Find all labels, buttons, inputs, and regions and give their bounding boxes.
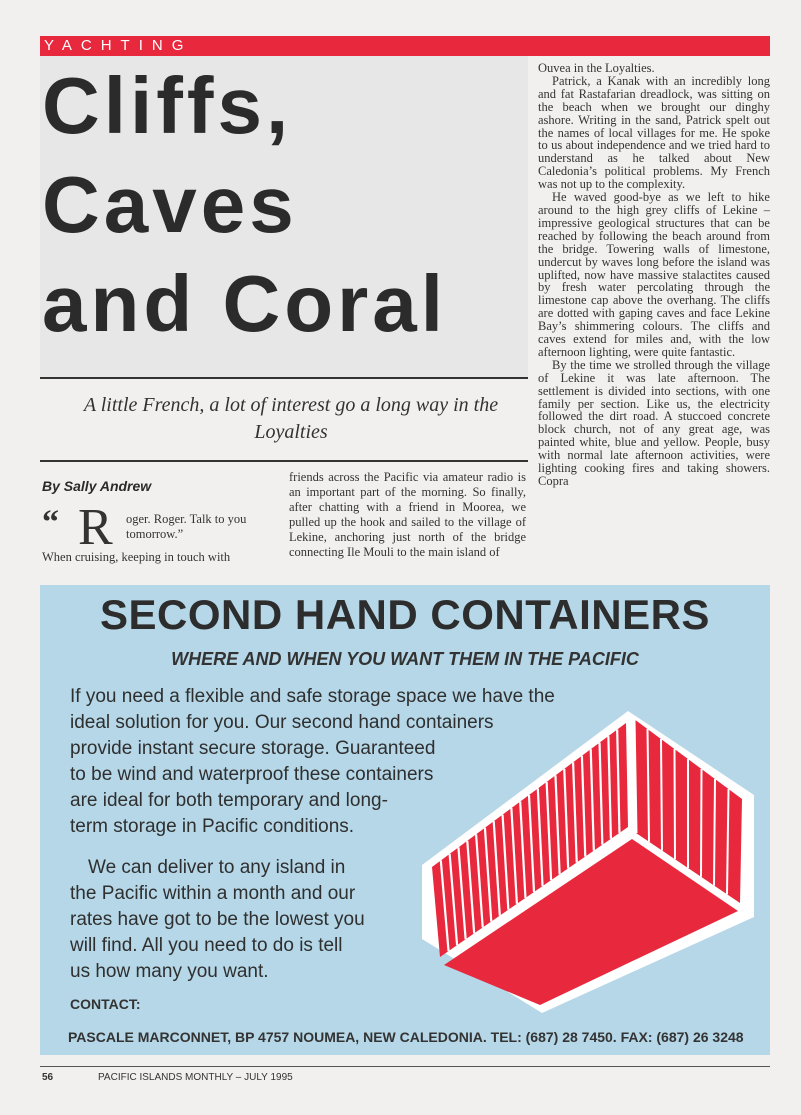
headline-line-2: Caves — [42, 160, 298, 249]
footer-rule — [40, 1066, 770, 1067]
dropcap: R — [78, 499, 113, 556]
article-column-1 — [42, 499, 276, 565]
ad-line: If you need a flexible and safe storage space we have the — [70, 686, 555, 707]
container-door-bar — [701, 769, 702, 877]
publication-line: PACIFIC ISLANDS MONTHLY – JULY 1995 — [98, 1072, 293, 1083]
column-3-paragraph: Patrick, a Kanak with an incredibly long and fat Rastafarian dreadlock, was sitting on the beach when we brought our dinghy ashore. Writing in the sand, Patrick spelt out the names of local villages for me. He spoke to us about independence and we tried hard to understand as he talked about New Caledonia’s political problems. My French was not up to the complexity. — [538, 73, 770, 192]
ad-headline: SECOND HAND CONTAINERS — [100, 591, 710, 638]
deck: A little French, a lot of interest go a long way in the Loyalties — [83, 394, 499, 443]
ad-line: the Pacific within a month and our — [70, 883, 356, 904]
headline — [40, 56, 447, 353]
page-number: 56 — [42, 1072, 54, 1083]
dropcap-rest: oger. Roger. Talk to you tomorrow.” — [126, 512, 247, 541]
ad-line: are ideal for both temporary and long- — [70, 790, 388, 811]
ad-subhead: WHERE AND WHEN YOU WANT THEM IN THE PACIFIC — [171, 649, 639, 669]
headline-line-1: Cliffs, — [42, 61, 293, 150]
ad-line: We can deliver to any island in — [88, 857, 346, 878]
ad-line: provide instant secure storage. Guaranteed — [70, 738, 436, 759]
container-door-bar — [661, 739, 662, 851]
ad-line: term storage in Pacific conditions. — [70, 816, 355, 837]
ad-line: ideal solution for you. Our second hand containers — [70, 712, 494, 733]
ad-line: to be wind and waterproof these containers — [70, 764, 434, 785]
shipping-container-illustration — [380, 707, 760, 1017]
headline-line-3: and Coral — [42, 259, 447, 348]
title-panel — [40, 56, 528, 378]
column-3-paragraph: By the time we strolled through the village of Lekine it was late afternoon. The settlement is divided into sections, with one family per section. Like us, the electricity followed the dirt road. A stuccoed concrete block church, not of any great age, was painted white, blue and yellow. People, busy with normal late afternoon activities, were lighting cooking fires and taking showers. Copra — [538, 357, 770, 488]
container-door-bar — [714, 779, 715, 886]
ad-line: rates have got to be the lowest you — [70, 909, 365, 930]
opening-quote: “ — [42, 504, 59, 541]
advertisement — [40, 585, 770, 1055]
ad-paragraph-2 — [70, 855, 365, 985]
column-1-text: When cruising, keeping in touch with — [42, 550, 231, 564]
dropcap-row — [42, 499, 276, 556]
container-corner-post — [634, 719, 636, 833]
column-3-paragraph: He waved good-bye as we left to hike around to the high grey cliffs of Lekine – impressive geological structures that can be reached by following the beach around from the bridge. Towering walls of limestone, undercut by waves long before the island was uplifted, now have massive stalactites caused by fresh water percolating through the limestone cap above the overhang. The cliffs are dotted with gaping caves and face Lekine Bay’s shimmering colours. The cliffs and caves extend for miles and, with the low afternoon lighting, were quite fantastic. — [538, 190, 770, 359]
article-column-3 — [538, 62, 770, 488]
article-column-2: friends across the Pacific via amateur radio is an important part of the morning. So finally, after chatting with a friend in Moorea, we pulled up the hook and sailed to the village of Lekine, anchoring just north of the bridge connecting Ile Mouli to the main island of — [289, 470, 526, 559]
ad-line: us how many you want. — [70, 961, 269, 982]
section-label: YACHTING — [40, 36, 770, 56]
container-door-bar — [675, 749, 676, 859]
column-3-paragraph: Ouvea in the Loyalties. — [538, 61, 655, 75]
byline: By Sally Andrew — [42, 478, 152, 494]
ad-line: will find. All you need to do is tell — [70, 935, 343, 956]
deck-bottom-rule — [40, 460, 528, 462]
contact-label: CONTACT: — [70, 996, 141, 1012]
contact-details: PASCALE MARCONNET, BP 4757 NOUMEA, NEW CALEDONIA. TEL: (687) 28 7450. FAX: (687) 26 3248 — [68, 1029, 744, 1045]
deck-top-rule — [40, 377, 528, 379]
